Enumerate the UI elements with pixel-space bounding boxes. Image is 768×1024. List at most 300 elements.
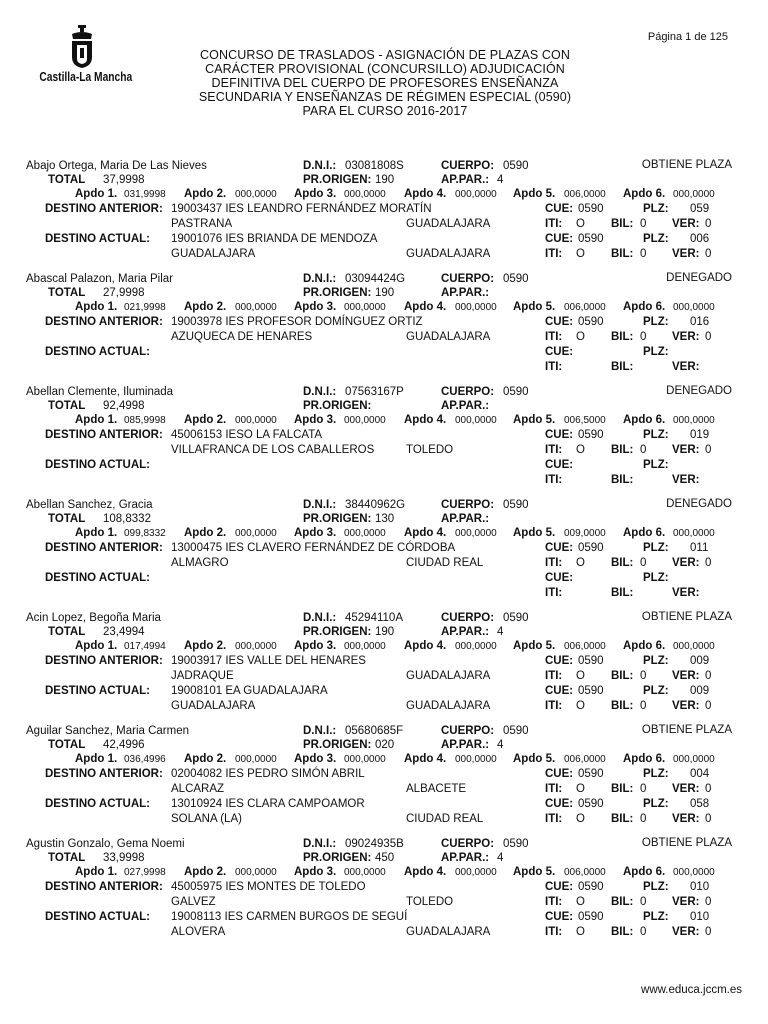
apdo1-value: 085,9998 xyxy=(124,415,166,426)
apdo6-value: 000,0000 xyxy=(673,302,715,313)
iti-value: O xyxy=(576,670,585,682)
ap-par-label: AP.PAR.: xyxy=(441,852,490,864)
destino-actual-provincia: CIUDAD REAL xyxy=(406,813,484,825)
cue-label: CUE: xyxy=(545,203,574,215)
apdo6-label: Apdo 6. xyxy=(623,414,666,426)
ver-value: 0 xyxy=(705,926,712,938)
title-line: SECUNDARIA Y ENSEÑANZAS DE RÉGIMEN ESPECIAL (0590) xyxy=(198,90,572,104)
bil-value: 0 xyxy=(640,813,647,825)
cuerpo-value: 0590 xyxy=(503,612,529,624)
apdo2-value: 000,0000 xyxy=(235,528,277,539)
destino-anterior-localidad: AZUQUECA DE HENARES xyxy=(171,331,313,343)
cuerpo-label: CUERPO: xyxy=(441,725,495,737)
apdo2-value: 000,0000 xyxy=(235,302,277,313)
dni-label: D.N.I.: xyxy=(303,612,337,624)
ap-par-value: 4 xyxy=(497,852,504,864)
destino-anterior-label: DESTINO ANTERIOR: xyxy=(45,768,163,780)
apdo6-value: 000,0000 xyxy=(673,754,715,765)
ver-label: VER: xyxy=(672,474,700,486)
cuerpo-label: CUERPO: xyxy=(441,273,495,285)
plz-value: 059 xyxy=(690,203,710,215)
apdo6-label: Apdo 6. xyxy=(623,753,666,765)
ver-label: VER: xyxy=(672,783,700,795)
ap-par-value: 4 xyxy=(497,174,504,186)
bil-label: BIL: xyxy=(611,248,634,260)
apdo4-value: 000,0000 xyxy=(455,189,497,200)
bil-value: 0 xyxy=(640,670,647,682)
ver-label: VER: xyxy=(672,557,700,569)
bil-value: 0 xyxy=(640,896,647,908)
plz-value: 010 xyxy=(690,911,710,923)
cue-value: 0590 xyxy=(578,429,604,441)
apdo1-value: 017,4994 xyxy=(124,641,166,652)
apdo3-value: 000,0000 xyxy=(344,528,386,539)
status-badge: DENEGADO xyxy=(666,272,732,284)
apdo2-label: Apdo 2. xyxy=(184,301,227,313)
iti-value: O xyxy=(576,813,585,825)
apdo6-value: 000,0000 xyxy=(673,189,715,200)
iti-label: ITI: xyxy=(545,670,563,682)
candidate-name: Aguilar Sanchez, Maria Carmen xyxy=(26,725,189,737)
ver-label: VER: xyxy=(672,361,700,373)
plz-value: 011 xyxy=(690,542,709,554)
apdo1-label: Apdo 1. xyxy=(75,866,118,878)
bil-label: BIL: xyxy=(611,926,634,938)
ver-value: 0 xyxy=(705,783,712,795)
iti-value: O xyxy=(576,444,585,456)
destino-actual-label: DESTINO ACTUAL: xyxy=(45,911,150,923)
ap-par-label: AP.PAR.: xyxy=(441,174,490,186)
iti-label: ITI: xyxy=(545,218,563,230)
dni-value: 03094424G xyxy=(345,273,406,285)
apdo4-label: Apdo 4. xyxy=(404,753,447,765)
bil-label: BIL: xyxy=(611,813,634,825)
apdo6-label: Apdo 6. xyxy=(623,188,666,200)
apdo2-label: Apdo 2. xyxy=(184,414,227,426)
iti-label: ITI: xyxy=(545,361,563,373)
page-number: Página 1 de 125 xyxy=(647,31,728,43)
ver-value: 0 xyxy=(705,700,712,712)
candidate-record xyxy=(0,272,768,385)
destino-anterior-localidad: PASTRANA xyxy=(171,218,233,230)
cuerpo-value: 0590 xyxy=(503,838,529,850)
total-value: 92,4998 xyxy=(103,400,145,412)
apdo4-label: Apdo 4. xyxy=(404,188,447,200)
destino-actual-localidad: GUADALAJARA xyxy=(171,700,256,712)
apdo6-label: Apdo 6. xyxy=(623,527,666,539)
ver-value: 0 xyxy=(705,813,712,825)
cue-value: 0590 xyxy=(578,911,604,923)
iti-label: ITI: xyxy=(545,587,563,599)
apdo4-label: Apdo 4. xyxy=(404,301,447,313)
pr-origen-value: 020 xyxy=(375,739,395,751)
plz-value: 016 xyxy=(690,316,710,328)
ver-label: VER: xyxy=(672,331,700,343)
plz-label: PLZ: xyxy=(643,203,669,215)
destino-anterior-localidad: GALVEZ xyxy=(171,896,216,908)
destino-actual-label: DESTINO ACTUAL: xyxy=(45,685,150,697)
cue-value: 0590 xyxy=(578,798,604,810)
bil-label: BIL: xyxy=(611,700,634,712)
iti-label: ITI: xyxy=(545,896,563,908)
ap-par-label: AP.PAR.: xyxy=(441,287,490,299)
ap-par-value: 4 xyxy=(497,626,504,638)
apdo2-label: Apdo 2. xyxy=(184,753,227,765)
apdo6-label: Apdo 6. xyxy=(623,640,666,652)
dni-value: 05680685F xyxy=(345,725,404,737)
apdo6-value: 000,0000 xyxy=(673,415,715,426)
apdo6-value: 000,0000 xyxy=(673,641,715,652)
cue-label: CUE: xyxy=(545,459,574,471)
apdo1-value: 031,9998 xyxy=(124,189,166,200)
bil-value: 0 xyxy=(640,783,647,795)
iti-value: O xyxy=(576,896,585,908)
cue-value: 0590 xyxy=(578,542,604,554)
destino-anterior-centro: 45005975 IES MONTES DE TOLEDO xyxy=(171,881,366,893)
bil-value: 0 xyxy=(640,557,647,569)
total-value: 108,8332 xyxy=(103,513,151,525)
dni-label: D.N.I.: xyxy=(303,273,337,285)
destino-actual-label: DESTINO ACTUAL: xyxy=(45,459,150,471)
iti-label: ITI: xyxy=(545,444,563,456)
destino-anterior-provincia: TOLEDO xyxy=(406,896,454,908)
records-list xyxy=(0,159,768,950)
destino-actual-provincia: GUADALAJARA xyxy=(406,248,491,260)
ver-label: VER: xyxy=(672,670,700,682)
pr-origen-label: PR.ORIGEN: xyxy=(303,513,372,525)
apdo4-label: Apdo 4. xyxy=(404,414,447,426)
destino-anterior-label: DESTINO ANTERIOR: xyxy=(45,203,163,215)
pr-origen-value: 190 xyxy=(375,626,395,638)
apdo4-value: 000,0000 xyxy=(455,415,497,426)
bil-value: 0 xyxy=(640,248,647,260)
total-label: TOTAL xyxy=(48,739,86,751)
plz-label: PLZ: xyxy=(643,768,669,780)
apdo5-label: Apdo 5. xyxy=(513,866,556,878)
apdo1-label: Apdo 1. xyxy=(75,527,118,539)
apdo5-value: 006,0000 xyxy=(564,867,606,878)
apdo1-label: Apdo 1. xyxy=(75,414,118,426)
apdo3-value: 000,0000 xyxy=(344,867,386,878)
total-value: 33,9998 xyxy=(103,852,145,864)
destino-actual-label: DESTINO ACTUAL: xyxy=(45,346,150,358)
candidate-record xyxy=(0,837,768,950)
cuerpo-value: 0590 xyxy=(503,386,529,398)
iti-label: ITI: xyxy=(545,926,563,938)
destino-anterior-label: DESTINO ANTERIOR: xyxy=(45,881,163,893)
apdo5-value: 006,0000 xyxy=(564,302,606,313)
plz-label: PLZ: xyxy=(643,233,669,245)
apdo3-value: 000,0000 xyxy=(344,641,386,652)
cue-label: CUE: xyxy=(545,233,574,245)
plz-value: 004 xyxy=(690,768,710,780)
bil-value: 0 xyxy=(640,331,647,343)
apdo4-value: 000,0000 xyxy=(455,754,497,765)
apdo2-value: 000,0000 xyxy=(235,641,277,652)
total-value: 37,9998 xyxy=(103,174,145,186)
apdo2-value: 000,0000 xyxy=(235,189,277,200)
status-badge: DENEGADO xyxy=(666,385,732,397)
plz-label: PLZ: xyxy=(643,798,669,810)
bil-label: BIL: xyxy=(611,361,634,373)
iti-value: O xyxy=(576,218,585,230)
destino-anterior-provincia: CIUDAD REAL xyxy=(406,557,484,569)
bil-value: 0 xyxy=(640,926,647,938)
ver-label: VER: xyxy=(672,248,700,260)
bil-label: BIL: xyxy=(611,557,634,569)
apdo6-label: Apdo 6. xyxy=(623,301,666,313)
destino-anterior-centro: 19003978 IES PROFESOR DOMÍNGUEZ ORTIZ xyxy=(171,316,423,328)
dni-label: D.N.I.: xyxy=(303,838,337,850)
apdo5-value: 006,0000 xyxy=(564,641,606,652)
plz-value: 009 xyxy=(690,655,710,667)
plz-label: PLZ: xyxy=(643,459,669,471)
status-badge: OBTIENE PLAZA xyxy=(641,611,732,623)
apdo3-value: 000,0000 xyxy=(344,754,386,765)
cue-label: CUE: xyxy=(545,316,574,328)
ver-value: 0 xyxy=(705,896,712,908)
bil-value: 0 xyxy=(640,700,647,712)
total-value: 27,9998 xyxy=(103,287,145,299)
apdo5-label: Apdo 5. xyxy=(513,414,556,426)
bil-label: BIL: xyxy=(611,783,634,795)
total-value: 23,4994 xyxy=(103,626,145,638)
iti-label: ITI: xyxy=(545,783,563,795)
ap-par-label: AP.PAR.: xyxy=(441,400,490,412)
pr-origen-value: 190 xyxy=(375,287,395,299)
candidate-record xyxy=(0,611,768,724)
destino-anterior-provincia: GUADALAJARA xyxy=(406,331,491,343)
apdo1-label: Apdo 1. xyxy=(75,753,118,765)
plz-label: PLZ: xyxy=(643,429,669,441)
total-label: TOTAL xyxy=(48,513,86,525)
plz-label: PLZ: xyxy=(643,685,669,697)
ver-label: VER: xyxy=(672,926,700,938)
cuerpo-value: 0590 xyxy=(503,725,529,737)
apdo3-label: Apdo 3. xyxy=(294,640,337,652)
apdo1-label: Apdo 1. xyxy=(75,301,118,313)
bil-label: BIL: xyxy=(611,670,634,682)
apdo5-value: 006,5000 xyxy=(564,415,606,426)
apdo5-label: Apdo 5. xyxy=(513,301,556,313)
bil-label: BIL: xyxy=(611,218,634,230)
total-label: TOTAL xyxy=(48,626,86,638)
ver-value: 0 xyxy=(705,557,712,569)
pr-origen-label: PR.ORIGEN: xyxy=(303,174,372,186)
candidate-name: Abajo Ortega, Maria De Las Nieves xyxy=(26,160,207,172)
destino-actual-label: DESTINO ACTUAL: xyxy=(45,233,150,245)
apdo3-label: Apdo 3. xyxy=(294,866,337,878)
plz-value: 058 xyxy=(690,798,710,810)
destino-anterior-centro: 19003917 IES VALLE DEL HENARES xyxy=(171,655,366,667)
destino-actual-localidad: ALOVERA xyxy=(171,926,226,938)
cue-label: CUE: xyxy=(545,768,574,780)
ap-par-value: 4 xyxy=(497,739,504,751)
dni-label: D.N.I.: xyxy=(303,725,337,737)
apdo5-label: Apdo 5. xyxy=(513,640,556,652)
cue-label: CUE: xyxy=(545,911,574,923)
destino-anterior-localidad: ALMAGRO xyxy=(171,557,229,569)
plz-label: PLZ: xyxy=(643,881,669,893)
apdo5-label: Apdo 5. xyxy=(513,188,556,200)
plz-label: PLZ: xyxy=(643,316,669,328)
pr-origen-label: PR.ORIGEN: xyxy=(303,626,372,638)
bil-label: BIL: xyxy=(611,474,634,486)
ver-label: VER: xyxy=(672,700,700,712)
total-label: TOTAL xyxy=(48,174,86,186)
apdo3-label: Apdo 3. xyxy=(294,414,337,426)
iti-value: O xyxy=(576,331,585,343)
dni-label: D.N.I.: xyxy=(303,499,337,511)
apdo3-value: 000,0000 xyxy=(344,189,386,200)
candidate-name: Agustin Gonzalo, Gema Noemi xyxy=(26,838,185,850)
iti-value: O xyxy=(576,926,585,938)
cuerpo-label: CUERPO: xyxy=(441,160,495,172)
title-line: CARÁCTER PROVISIONAL (CONCURSILLO) ADJUDICACIÓN xyxy=(205,62,565,76)
bil-label: BIL: xyxy=(611,331,634,343)
candidate-name: Abellan Clemente, Iluminada xyxy=(26,386,174,398)
apdo5-label: Apdo 5. xyxy=(513,753,556,765)
document-title xyxy=(180,48,590,118)
status-badge: DENEGADO xyxy=(666,498,732,510)
destino-actual-centro: 19008101 EA GUADALAJARA xyxy=(171,685,328,697)
candidate-record xyxy=(0,385,768,498)
dni-label: D.N.I.: xyxy=(303,160,337,172)
cue-value: 0590 xyxy=(578,655,604,667)
destino-anterior-localidad: JADRAQUE xyxy=(171,670,234,682)
cuerpo-value: 0590 xyxy=(503,499,529,511)
iti-value: O xyxy=(576,700,585,712)
destino-anterior-localidad: VILLAFRANCA DE LOS CABALLEROS xyxy=(171,444,375,456)
cuerpo-value: 0590 xyxy=(503,160,529,172)
apdo4-value: 000,0000 xyxy=(455,867,497,878)
ver-label: VER: xyxy=(672,587,700,599)
plz-value: 019 xyxy=(690,429,710,441)
cue-label: CUE: xyxy=(545,685,574,697)
status-badge: OBTIENE PLAZA xyxy=(641,837,732,849)
apdo4-label: Apdo 4. xyxy=(404,527,447,539)
destino-anterior-provincia: GUADALAJARA xyxy=(406,218,491,230)
cue-label: CUE: xyxy=(545,429,574,441)
iti-label: ITI: xyxy=(545,474,563,486)
cuerpo-label: CUERPO: xyxy=(441,386,495,398)
cue-value: 0590 xyxy=(578,881,604,893)
apdo5-value: 006,0000 xyxy=(564,754,606,765)
ver-value: 0 xyxy=(705,331,712,343)
apdo2-value: 000,0000 xyxy=(235,754,277,765)
iti-label: ITI: xyxy=(545,248,563,260)
iti-label: ITI: xyxy=(545,557,563,569)
apdo3-label: Apdo 3. xyxy=(294,753,337,765)
pr-origen-label: PR.ORIGEN: xyxy=(303,287,372,299)
destino-actual-centro: 19001076 IES BRIANDA DE MENDOZA xyxy=(171,233,378,245)
iti-value: O xyxy=(576,248,585,260)
destino-anterior-label: DESTINO ANTERIOR: xyxy=(45,655,163,667)
ver-label: VER: xyxy=(672,218,700,230)
apdo5-value: 006,0000 xyxy=(564,189,606,200)
candidate-record xyxy=(0,498,768,611)
plz-value: 010 xyxy=(690,881,710,893)
destino-actual-label: DESTINO ACTUAL: xyxy=(45,798,150,810)
apdo3-value: 000,0000 xyxy=(344,302,386,313)
cue-value: 0590 xyxy=(578,233,604,245)
apdo3-label: Apdo 3. xyxy=(294,527,337,539)
destino-anterior-centro: 02004082 IES PEDRO SIMÓN ABRIL xyxy=(171,768,365,780)
bil-label: BIL: xyxy=(611,444,634,456)
destino-actual-localidad: GUADALAJARA xyxy=(171,248,256,260)
destino-actual-provincia: GUADALAJARA xyxy=(406,926,491,938)
footer-url: www.educa.jccm.es xyxy=(641,984,742,996)
dni-value: 45294110A xyxy=(345,612,403,624)
iti-label: ITI: xyxy=(545,813,563,825)
bil-label: BIL: xyxy=(611,896,634,908)
destino-anterior-label: DESTINO ANTERIOR: xyxy=(45,316,163,328)
ver-value: 0 xyxy=(705,218,712,230)
destino-anterior-provincia: ALBACETE xyxy=(406,783,467,795)
apdo3-label: Apdo 3. xyxy=(294,301,337,313)
cuerpo-value: 0590 xyxy=(503,273,529,285)
cue-value: 0590 xyxy=(578,768,604,780)
apdo6-label: Apdo 6. xyxy=(623,866,666,878)
total-label: TOTAL xyxy=(48,852,86,864)
pr-origen-value: 130 xyxy=(375,513,395,525)
ap-par-label: AP.PAR.: xyxy=(441,739,490,751)
apdo6-value: 000,0000 xyxy=(673,528,715,539)
cue-label: CUE: xyxy=(545,572,574,584)
destino-anterior-provincia: TOLEDO xyxy=(406,444,454,456)
apdo4-value: 000,0000 xyxy=(455,528,497,539)
cue-label: CUE: xyxy=(545,542,574,554)
destino-anterior-label: DESTINO ANTERIOR: xyxy=(45,542,163,554)
pr-origen-value: 190 xyxy=(375,174,395,186)
ver-label: VER: xyxy=(672,444,700,456)
destino-anterior-provincia: GUADALAJARA xyxy=(406,670,491,682)
dni-value: 38440962G xyxy=(345,499,406,511)
bil-value: 0 xyxy=(640,444,647,456)
ap-par-label: AP.PAR.: xyxy=(441,513,490,525)
total-label: TOTAL xyxy=(48,287,86,299)
cue-value: 0590 xyxy=(578,685,604,697)
iti-label: ITI: xyxy=(545,700,563,712)
candidate-name: Abascal Palazon, Maria Pilar xyxy=(26,273,174,285)
status-badge: OBTIENE PLAZA xyxy=(641,159,732,171)
bil-label: BIL: xyxy=(611,587,634,599)
apdo4-label: Apdo 4. xyxy=(404,866,447,878)
pr-origen-label: PR.ORIGEN: xyxy=(303,400,372,412)
status-badge: OBTIENE PLAZA xyxy=(641,724,732,736)
ap-par-label: AP.PAR.: xyxy=(441,626,490,638)
destino-anterior-centro: 45006153 IESO LA FALCATA xyxy=(171,429,323,441)
apdo5-label: Apdo 5. xyxy=(513,527,556,539)
apdo1-label: Apdo 1. xyxy=(75,188,118,200)
ver-label: VER: xyxy=(672,813,700,825)
plz-value: 009 xyxy=(690,685,710,697)
cue-label: CUE: xyxy=(545,798,574,810)
plz-label: PLZ: xyxy=(643,542,669,554)
cue-value: 0590 xyxy=(578,203,604,215)
apdo2-label: Apdo 2. xyxy=(184,866,227,878)
pr-origen-label: PR.ORIGEN: xyxy=(303,739,372,751)
destino-anterior-localidad: ALCARAZ xyxy=(171,783,225,795)
apdo4-value: 000,0000 xyxy=(455,641,497,652)
candidate-name: Acin Lopez, Begoña Maria xyxy=(26,612,161,624)
destino-anterior-centro: 19003437 IES LEANDRO FERNÁNDEZ MORATÍN xyxy=(171,203,432,215)
cuerpo-label: CUERPO: xyxy=(441,612,495,624)
ver-value: 0 xyxy=(705,444,712,456)
destino-anterior-centro: 13000475 IES CLAVERO FERNÁNDEZ DE CÓRDOBA xyxy=(171,542,456,554)
apdo3-label: Apdo 3. xyxy=(294,188,337,200)
plz-label: PLZ: xyxy=(643,911,669,923)
